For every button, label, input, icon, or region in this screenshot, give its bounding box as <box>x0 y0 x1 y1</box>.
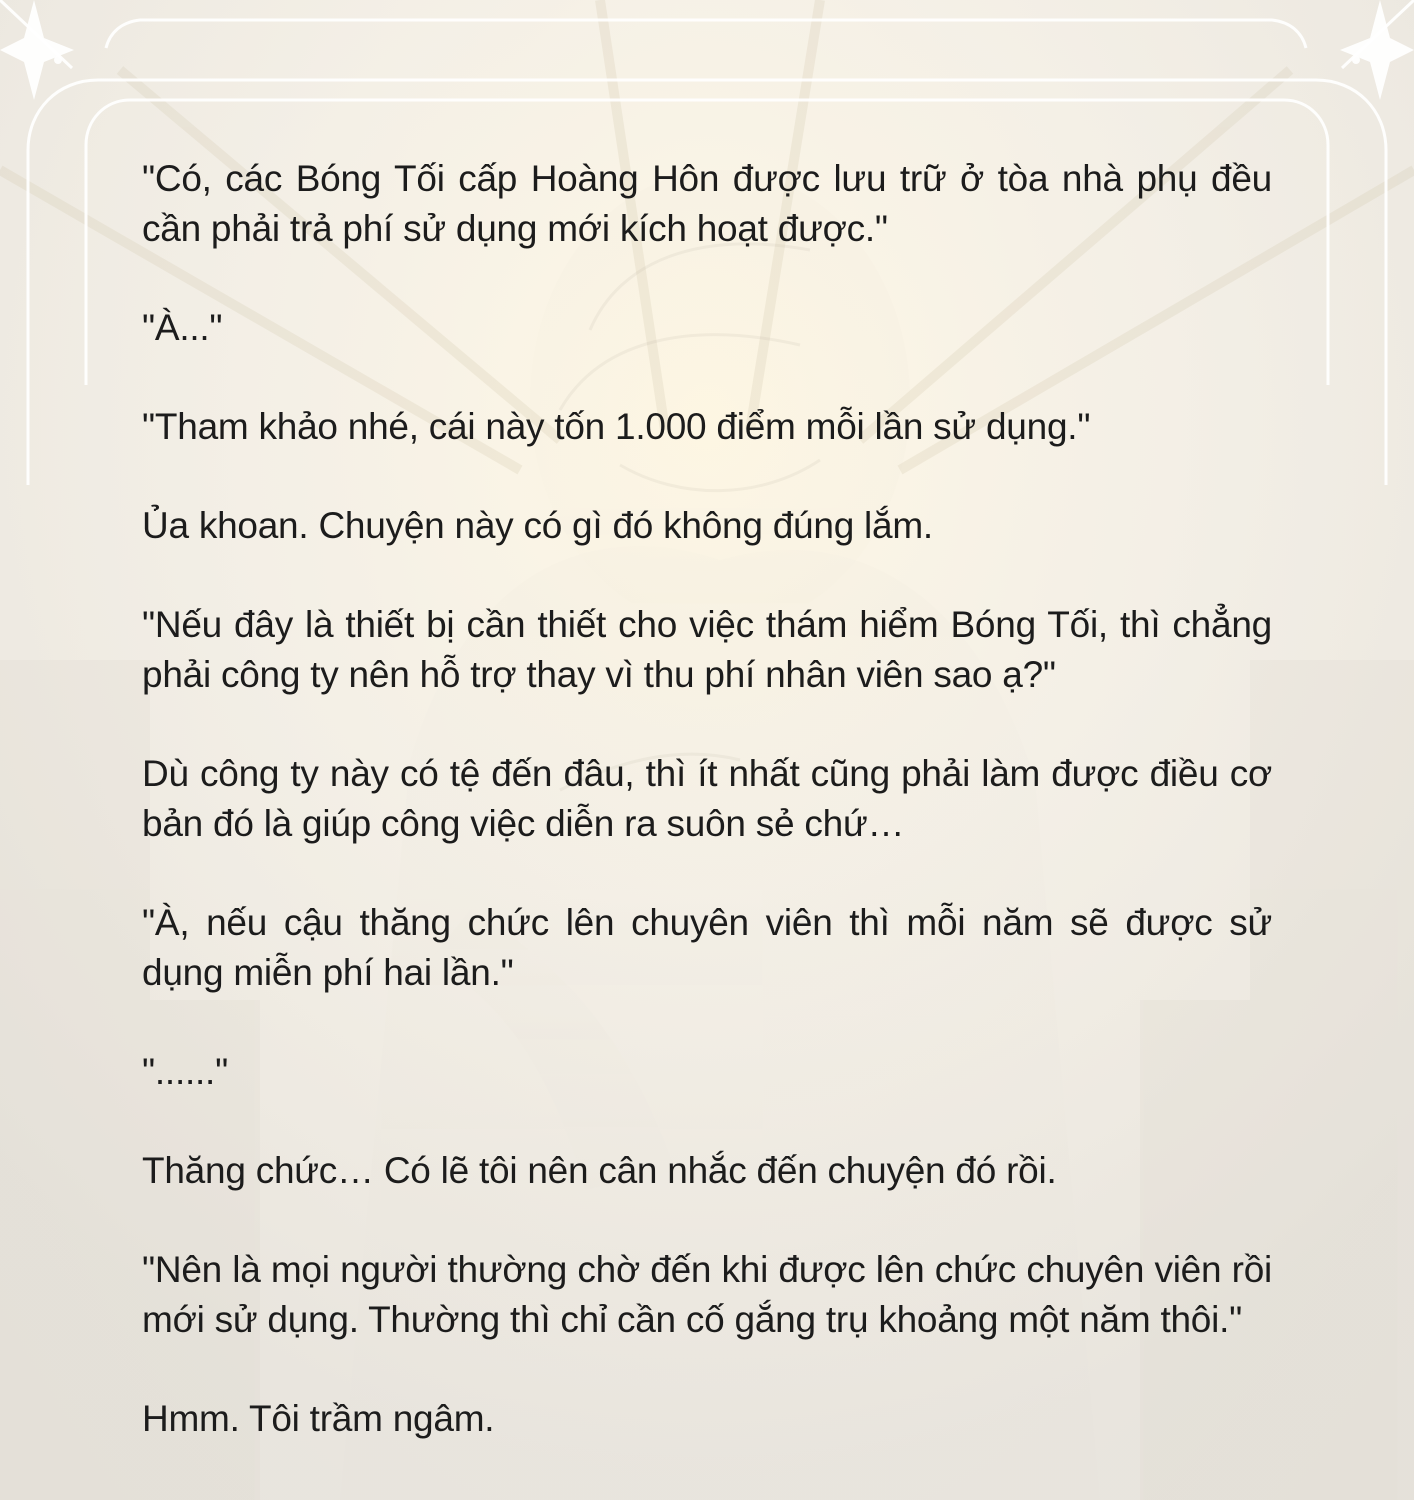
paragraph-10: "Nên là mọi người thường chờ đến khi được lên chức chuyên viên rồi mới sử dụng. Thường thì chỉ cần cố gắng trụ khoảng một năm thôi." <box>142 1249 1272 1340</box>
paragraph-4: Ủa khoan. Chuyện này có gì đó không đúng lắm. <box>142 505 933 546</box>
paragraph-3: "Tham khảo nhé, cái này tốn 1.000 điểm mỗi lần sử dụng." <box>142 406 1091 447</box>
paragraph-11: Hmm. Tôi trầm ngâm. <box>142 1398 495 1439</box>
paragraph-8: "......" <box>142 1051 228 1092</box>
paragraph-2: "À..." <box>142 307 223 348</box>
chapter-text <box>142 154 1272 1444</box>
paragraph-1: "Có, các Bóng Tối cấp Hoàng Hôn được lưu trữ ở tòa nhà phụ đều cần phải trả phí sử dụng mới kích hoạt được." <box>142 158 1272 249</box>
paragraph-6: Dù công ty này có tệ đến đâu, thì ít nhất cũng phải làm được điều cơ bản đó là giúp công việc diễn ra suôn sẻ chứ… <box>142 753 1272 844</box>
paragraph-5: "Nếu đây là thiết bị cần thiết cho việc thám hiểm Bóng Tối, thì chẳng phải công ty nên hỗ trợ thay vì thu phí nhân viên sao ạ?" <box>142 604 1272 695</box>
paragraph-9: Thăng chức… Có lẽ tôi nên cân nhắc đến chuyện đó rồi. <box>142 1150 1057 1191</box>
paragraph-7: "À, nếu cậu thăng chức lên chuyên viên thì mỗi năm sẽ được sử dụng miễn phí hai lần." <box>142 902 1272 993</box>
